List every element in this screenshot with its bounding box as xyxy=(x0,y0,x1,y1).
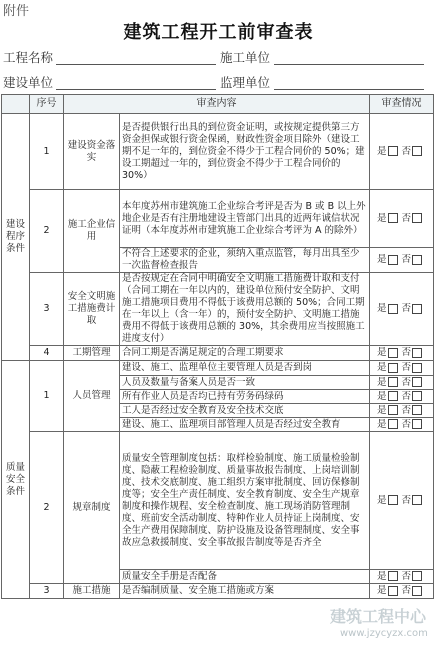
table-row xyxy=(2,114,434,190)
watermark xyxy=(330,604,430,644)
no-label: 否 xyxy=(401,376,412,388)
yes-label: 是 xyxy=(376,303,387,314)
seq-cell: 2 xyxy=(30,190,64,273)
no-checkbox[interactable] xyxy=(412,495,422,505)
result-cell xyxy=(370,346,434,361)
yes-label: 是 xyxy=(376,390,387,402)
content-cell: 工人是否经过安全教育及安全技术交底 xyxy=(120,404,370,418)
result-cell xyxy=(370,248,434,273)
result-cell xyxy=(370,584,434,599)
yes-checkbox[interactable] xyxy=(388,146,398,156)
developer-field[interactable] xyxy=(56,89,216,90)
content-cell: 是否按规定在合同中明确安全文明施工措施费计取和支付（合同工期在一年以内的，建设单位预付安全防护、文明施工措施项目费用不得低于该费用总额的 50%；合同工期在一年以上（含一年）的，预付安全防护、文明施工措施费用不得低于该费用总额的 30%，其余费用应当按照施工进度支付） xyxy=(120,273,370,346)
no-label: 否 xyxy=(401,570,412,582)
yes-checkbox[interactable] xyxy=(388,586,398,596)
seq-cell: 4 xyxy=(30,346,64,361)
item-cell: 安全文明施工措施费计取 xyxy=(64,273,120,346)
category-cell: 建设程序条件 xyxy=(2,114,30,361)
yes-checkbox[interactable] xyxy=(388,363,398,373)
project-name-field[interactable] xyxy=(56,64,216,65)
yes-label: 是 xyxy=(376,418,387,430)
no-checkbox[interactable] xyxy=(412,391,422,401)
seq-cell: 1 xyxy=(30,114,64,190)
yes-checkbox[interactable] xyxy=(388,571,398,581)
yes-checkbox[interactable] xyxy=(388,255,398,265)
result-cell xyxy=(370,432,434,570)
no-checkbox[interactable] xyxy=(412,146,422,156)
content-cell: 是否编制质量、安全施工措施或方案 xyxy=(120,584,370,599)
supervision-unit-field[interactable] xyxy=(274,89,424,90)
result-cell xyxy=(370,190,434,248)
content-cell: 合同工期是否满足规定的合理工期要求 xyxy=(120,346,370,361)
no-label: 否 xyxy=(401,145,412,157)
category-cell: 质量安全条件 xyxy=(2,361,30,599)
no-checkbox[interactable] xyxy=(412,304,422,314)
yes-label: 是 xyxy=(376,404,387,416)
content-cell: 建设、施工、监理项目部管理人员是否经过安全教育 xyxy=(120,418,370,432)
result-cell xyxy=(370,418,434,432)
table-row xyxy=(2,346,434,361)
yes-checkbox[interactable] xyxy=(388,391,398,401)
table-row xyxy=(2,361,434,376)
item-cell: 建设资金落实 xyxy=(64,114,120,190)
project-name-label: 工程名称 xyxy=(3,50,54,65)
yes-checkbox[interactable] xyxy=(388,377,398,387)
yes-label: 是 xyxy=(376,212,387,224)
header-content: 审查内容 xyxy=(64,95,370,114)
no-checkbox[interactable] xyxy=(412,213,422,223)
content-cell: 本年度苏州市建筑施工企业综合考评是否为 B 或 B 以上外地企业是否有注册地建设主管部门出具的近两年诚信状况证明（本年度苏州市建筑施工企业综合考评为 A 的除外） xyxy=(120,190,370,248)
item-cell: 人员管理 xyxy=(64,361,120,432)
content-cell: 不符合上述要求的企业，须纳入重点监管，每月出具至少一次监督检查报告 xyxy=(120,248,370,273)
no-checkbox[interactable] xyxy=(412,363,422,373)
header-category xyxy=(2,95,30,114)
yes-label: 是 xyxy=(376,347,387,358)
yes-checkbox[interactable] xyxy=(388,348,398,358)
yes-checkbox[interactable] xyxy=(388,495,398,505)
yes-label: 是 xyxy=(376,362,387,373)
no-checkbox[interactable] xyxy=(412,255,422,265)
no-checkbox[interactable] xyxy=(412,586,422,596)
yes-checkbox[interactable] xyxy=(388,419,398,429)
result-cell xyxy=(370,273,434,346)
no-checkbox[interactable] xyxy=(412,419,422,429)
review-table xyxy=(1,94,434,599)
yes-label: 是 xyxy=(376,494,387,506)
result-cell xyxy=(370,361,434,376)
table-header-row xyxy=(2,95,434,114)
no-label: 否 xyxy=(401,347,412,358)
no-checkbox[interactable] xyxy=(412,377,422,387)
result-cell xyxy=(370,570,434,584)
table-row xyxy=(2,190,434,248)
header-seq: 序号 xyxy=(30,95,64,114)
construction-unit-label: 施工单位 xyxy=(220,50,271,65)
seq-cell: 1 xyxy=(30,361,64,432)
no-label: 否 xyxy=(401,418,412,430)
no-label: 否 xyxy=(401,362,412,373)
yes-label: 是 xyxy=(376,376,387,388)
item-cell: 工期管理 xyxy=(64,346,120,361)
table-row xyxy=(2,432,434,570)
no-checkbox[interactable] xyxy=(412,348,422,358)
table-row xyxy=(2,584,434,599)
yes-label: 是 xyxy=(376,585,387,596)
header-result: 审查情况 xyxy=(370,95,434,114)
item-cell: 施工企业信用 xyxy=(64,190,120,273)
yes-checkbox[interactable] xyxy=(388,304,398,314)
seq-cell: 2 xyxy=(30,432,64,584)
attachment-label: 附件 xyxy=(3,4,30,19)
content-cell: 所有作业人员是否均已持有劳务码绿码 xyxy=(120,390,370,404)
supervision-unit-label: 监理单位 xyxy=(220,75,271,90)
no-label: 否 xyxy=(401,303,412,314)
watermark-logo: 建筑工程中心 xyxy=(330,607,427,626)
no-label: 否 xyxy=(401,254,412,265)
result-cell xyxy=(370,390,434,404)
no-checkbox[interactable] xyxy=(412,405,422,415)
no-checkbox[interactable] xyxy=(412,571,422,581)
content-cell: 人员及数量与备案人员是否一致 xyxy=(120,376,370,390)
result-cell xyxy=(370,376,434,390)
no-label: 否 xyxy=(401,212,412,224)
no-label: 否 xyxy=(401,404,412,416)
no-label: 否 xyxy=(401,494,412,506)
content-cell: 建设、施工、监理单位主要管理人员是否到岗 xyxy=(120,361,370,376)
seq-cell: 3 xyxy=(30,584,64,599)
construction-unit-field[interactable] xyxy=(274,64,424,65)
page-title: 建筑工程开工前审查表 xyxy=(123,22,314,43)
seq-cell: 3 xyxy=(30,273,64,346)
table-row xyxy=(2,273,434,346)
item-cell: 施工措施 xyxy=(64,584,120,599)
result-cell xyxy=(370,114,434,190)
table-body xyxy=(2,114,434,599)
yes-label: 是 xyxy=(376,254,387,265)
yes-label: 是 xyxy=(376,570,387,582)
result-cell xyxy=(370,404,434,418)
content-cell: 质量安全手册是否配备 xyxy=(120,570,370,584)
no-label: 否 xyxy=(401,390,412,402)
content-cell: 是否提供银行出具的到位资金证明，或按规定提供第三方资金担保或银行资金保函，财政性资金项目除外（建设工期不足一年的，到位资金不得少于工程合同价的 50%；建设工期超过一年的，到位资金不得少于工程合同价的 30%） xyxy=(120,114,370,190)
yes-checkbox[interactable] xyxy=(388,213,398,223)
yes-label: 是 xyxy=(376,145,387,157)
watermark-url: www.jzycyzx.com xyxy=(340,628,428,639)
yes-checkbox[interactable] xyxy=(388,405,398,415)
item-cell: 规章制度 xyxy=(64,432,120,584)
developer-label: 建设单位 xyxy=(3,75,54,90)
content-cell: 质量安全管理制度包括：取样检验制度、施工质量检验制度、隐蔽工程检验制度、质量事故报告制度、上岗培训制度、技术交底制度、施工组织方案审批制度、回访保修制度等；安全生产责任制度、安全教育制度、安全生产规章制度和操作规程、安全检查制度、施工现场消防管理制度、班前安全活动制度、特种作业人员持证上岗制度、安全生产费用保障制度、防护设施及设备管理制度、安全事故应急救援制度、安全事故报告制度等是否齐全 xyxy=(120,432,370,570)
no-label: 否 xyxy=(401,585,412,596)
